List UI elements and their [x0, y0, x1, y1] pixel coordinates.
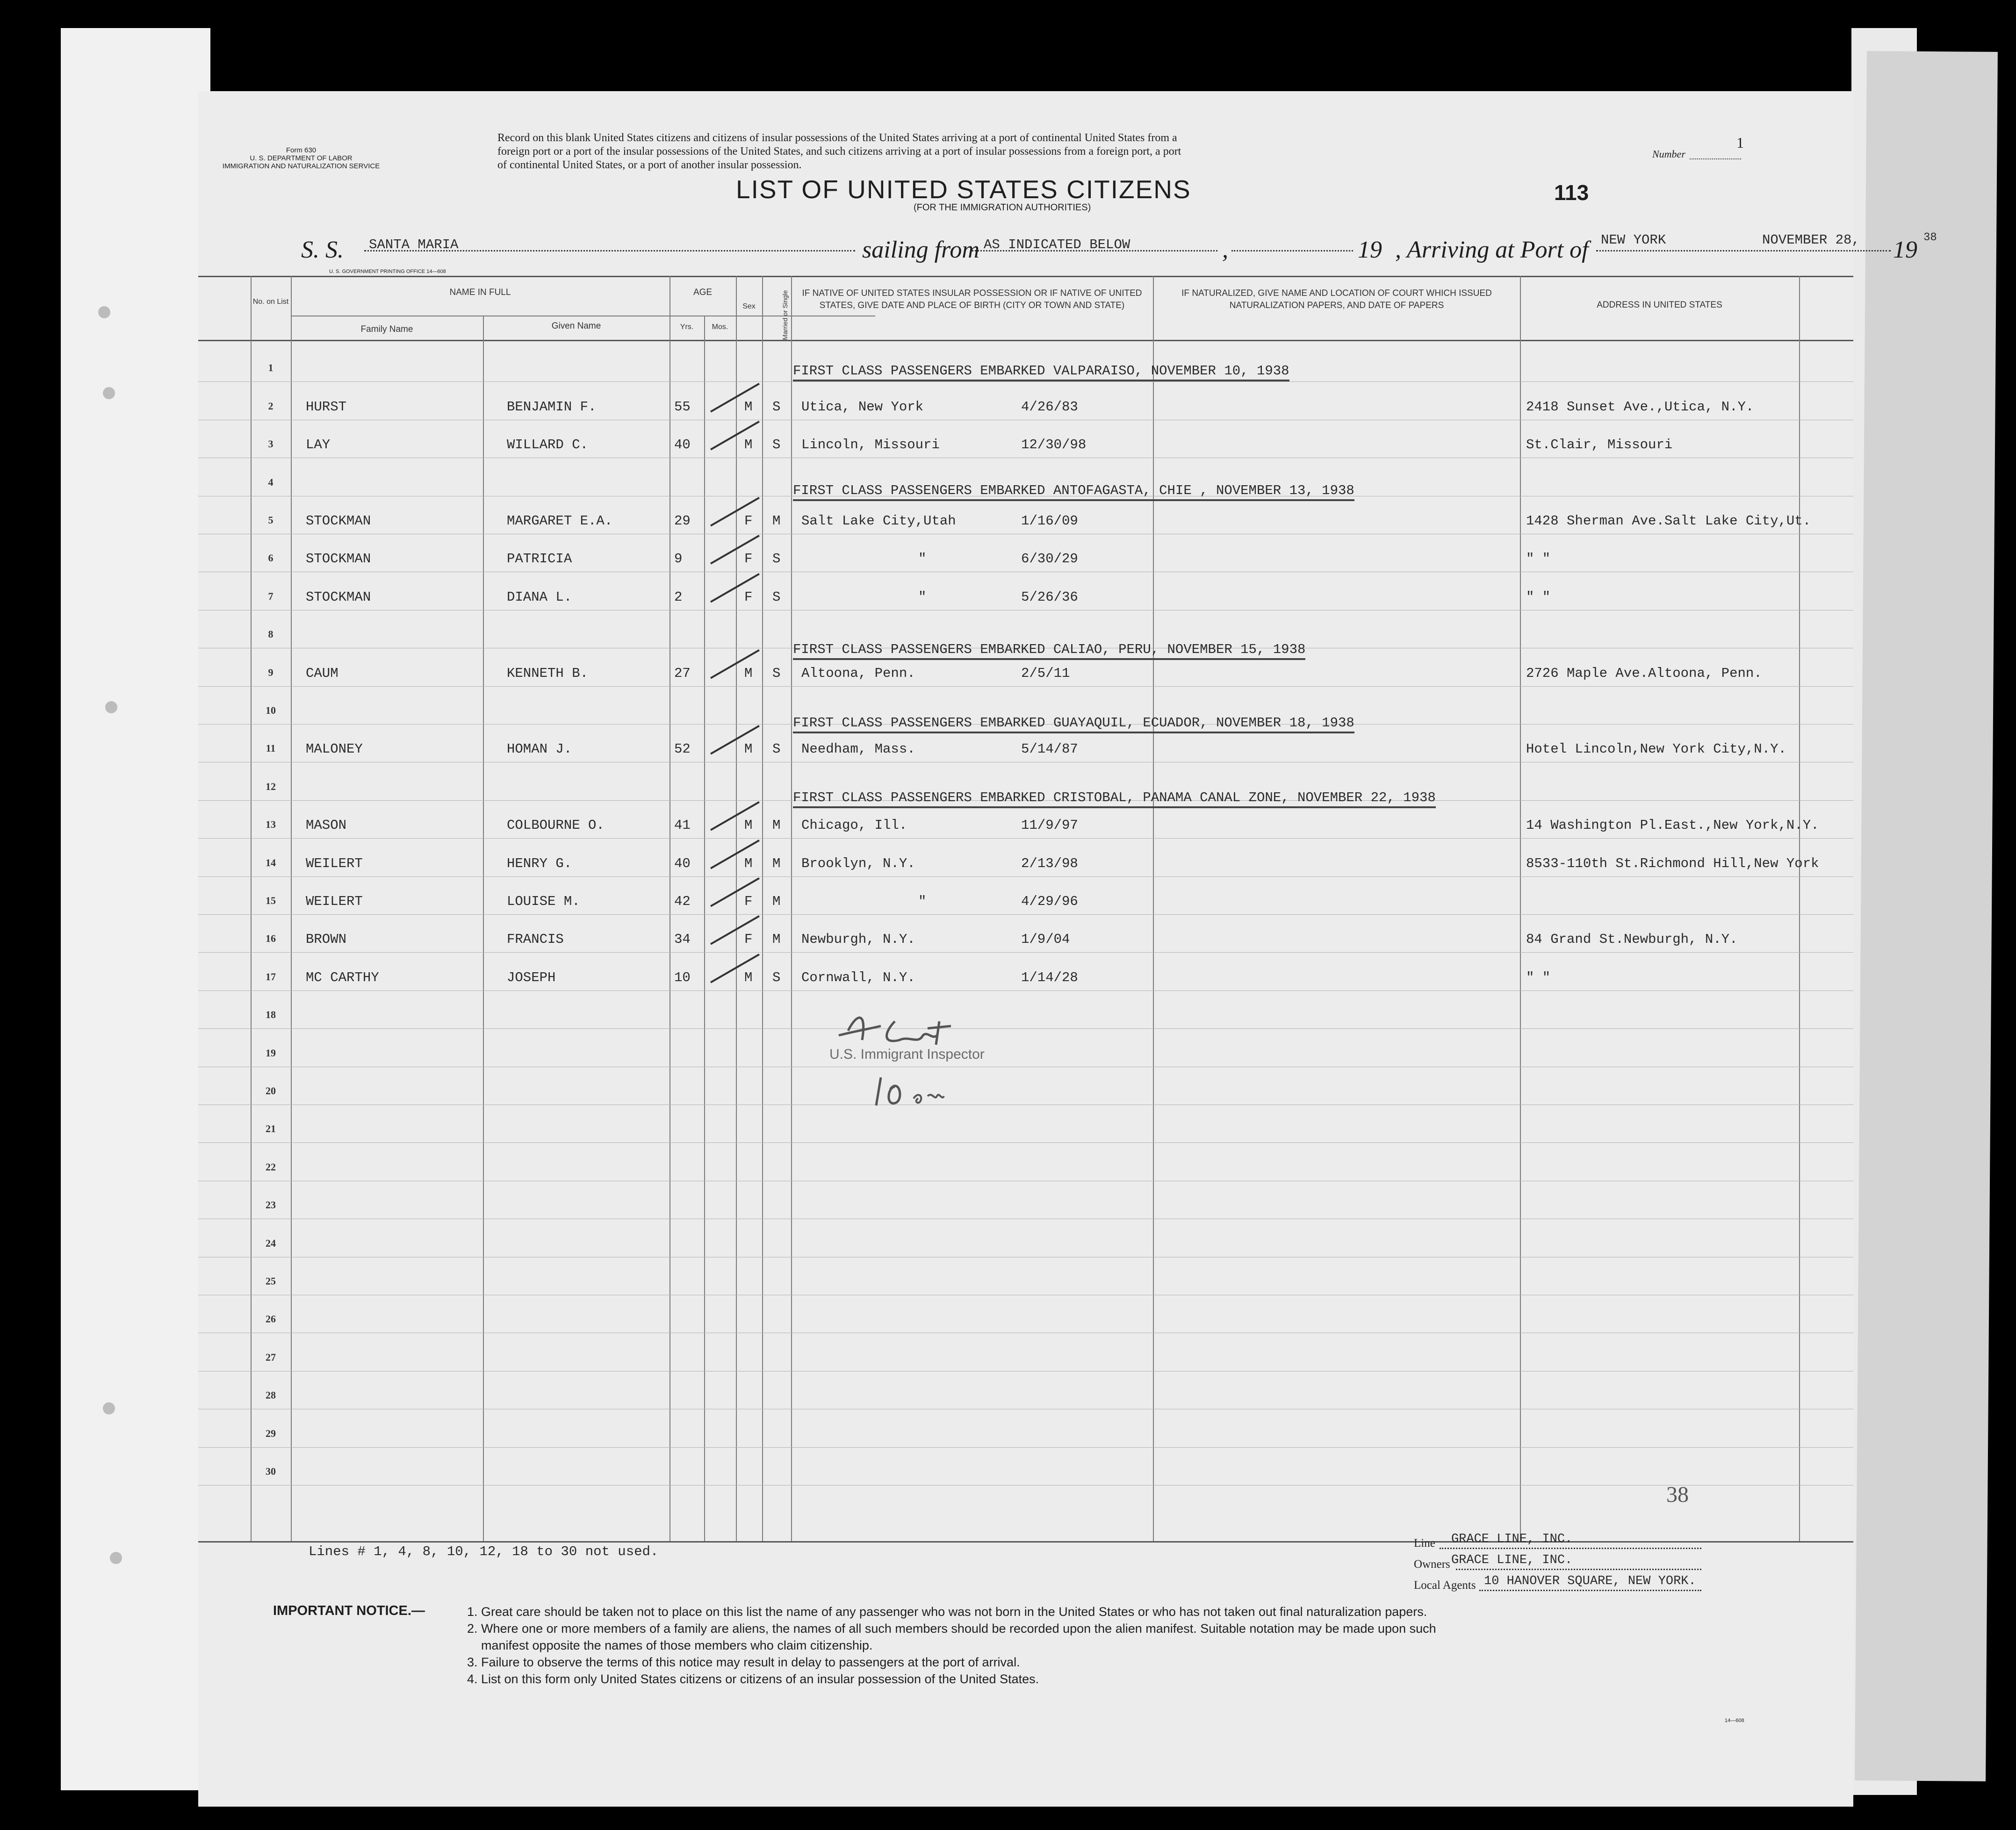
date-of-birth: 12/30/98	[1021, 437, 1087, 452]
sex: M	[744, 437, 753, 452]
row-number: 8	[268, 628, 274, 640]
given-name: KENNETH B.	[507, 666, 589, 681]
row-rule	[198, 914, 1853, 915]
row-number: 15	[266, 895, 276, 906]
section-header: FIRST CLASS PASSENGERS EMBARKED ANTOFAGASTA, CHIE , NOVEMBER 13, 1938	[793, 483, 1354, 501]
service-name: IMMIGRATION AND NATURALIZATION SERVICE	[222, 162, 380, 170]
age-years: 55	[674, 399, 691, 415]
sex: M	[744, 399, 753, 415]
section-header: FIRST CLASS PASSENGERS EMBARKED VALPARAISO, NOVEMBER 10, 1938	[793, 363, 1289, 381]
agents-value: 10 HANOVER SQUARE, NEW YORK.	[1484, 1574, 1696, 1588]
sailing-year-prefix: 19	[1358, 237, 1382, 263]
address: Hotel Lincoln,New York City,N.Y.	[1526, 741, 1786, 757]
arrival-year-prefix: 19	[1893, 237, 1917, 263]
col-header-address: ADDRESS IN UNITED STATES	[1597, 300, 1722, 310]
family-name: HURST	[306, 399, 347, 415]
marital-status: S	[772, 437, 781, 452]
date-of-birth: 4/26/83	[1021, 399, 1078, 415]
column-divider	[762, 276, 763, 1541]
date-of-birth: 5/26/36	[1021, 589, 1078, 605]
address: " "	[1526, 551, 1551, 567]
marital-status: S	[772, 399, 781, 415]
date-of-birth: 4/29/96	[1021, 894, 1078, 909]
birthplace: Utica, New York	[801, 399, 924, 415]
sex: F	[744, 894, 753, 909]
column-divider	[483, 316, 484, 1541]
row-number: 18	[266, 1009, 276, 1020]
column-divider	[1799, 276, 1800, 1541]
col-header-yrs: Yrs.	[680, 323, 694, 331]
sailing-from-value: AS INDICATED BELOW	[984, 237, 1130, 252]
given-name: HENRY G.	[507, 856, 572, 871]
sex: M	[744, 741, 753, 757]
form-number: Form 630	[286, 146, 317, 154]
family-name: STOCKMAN	[306, 551, 371, 567]
col-header-family: Family Name	[360, 324, 413, 334]
row-number: 13	[266, 818, 276, 830]
col-header-no: No. on List	[252, 298, 289, 306]
age-years: 34	[674, 932, 691, 947]
row-number: 2	[268, 400, 274, 412]
punch-hole	[103, 1402, 115, 1414]
family-name: WEILERT	[306, 894, 363, 909]
row-number: 5	[268, 514, 274, 526]
background-sheet-left	[61, 28, 210, 1790]
notice-item-1: 1. Great care should be taken not to place on this list the name of any passenger who was not born in the United States or who has not taken out final naturalization papers.	[467, 1605, 1427, 1619]
header-bottom-rule	[198, 340, 1853, 341]
family-name: MALONEY	[306, 741, 363, 757]
birthplace: "	[918, 551, 927, 567]
column-divider	[736, 276, 737, 1541]
date-of-birth: 11/9/97	[1021, 818, 1078, 833]
punch-hole	[98, 306, 110, 318]
age-years: 2	[674, 589, 683, 605]
row-number: 6	[268, 552, 274, 564]
age-years: 40	[674, 856, 691, 871]
row-rule	[198, 381, 1853, 382]
date-of-birth: 6/30/29	[1021, 551, 1078, 567]
date-of-birth: 5/14/87	[1021, 741, 1078, 757]
family-name: STOCKMAN	[306, 589, 371, 605]
birthplace: Chicago, Ill.	[801, 818, 907, 833]
row-number: 22	[266, 1161, 276, 1173]
row-number: 10	[266, 704, 276, 716]
important-notice-title: IMPORTANT NOTICE.—	[273, 1603, 425, 1618]
address: 84 Grand St.Newburgh, N.Y.	[1526, 932, 1738, 947]
row-number: 29	[266, 1428, 276, 1439]
family-name: CAUM	[306, 666, 338, 681]
row-number: 24	[266, 1237, 276, 1249]
notice-item-2-cont: manifest opposite the names of those members who claim citizenship.	[481, 1638, 873, 1652]
birthplace: Needham, Mass.	[801, 741, 915, 757]
row-number: 7	[268, 590, 274, 602]
stamp-number: 113	[1554, 180, 1589, 205]
date-of-birth: 1/14/28	[1021, 970, 1078, 985]
given-name: COLBOURNE O.	[507, 818, 605, 833]
address: St.Clair, Missouri	[1526, 437, 1673, 452]
punch-hole	[110, 1552, 122, 1564]
address: 8533-110th St.Richmond Hill,New York	[1526, 856, 1819, 871]
family-name: STOCKMAN	[306, 513, 371, 529]
column-divider	[291, 276, 292, 1541]
number-value: 1	[1736, 134, 1744, 151]
marital-status: S	[772, 589, 781, 605]
family-name: BROWN	[306, 932, 347, 947]
lines-not-used-note: Lines # 1, 4, 8, 10, 12, 18 to 30 not used.	[309, 1544, 659, 1559]
sex: M	[744, 970, 753, 985]
sailing-date-dotted-line	[1231, 245, 1353, 251]
family-name: LAY	[306, 437, 331, 452]
col-header-sex: Sex	[742, 302, 756, 310]
date-of-birth: 2/13/98	[1021, 856, 1078, 871]
page-title: LIST OF UNITED STATES CITIZENS	[736, 175, 1191, 204]
birthplace: Newburgh, N.Y.	[801, 932, 915, 947]
form-identification	[217, 146, 385, 170]
signature-stroke	[839, 1018, 951, 1045]
given-name: FRANCIS	[507, 932, 564, 947]
row-number: 21	[266, 1123, 276, 1134]
address: 14 Washington Pl.East.,New York,N.Y.	[1526, 818, 1819, 833]
date-of-birth: 1/16/09	[1021, 513, 1078, 529]
record-instructions	[497, 131, 1760, 172]
marital-status: S	[772, 666, 781, 681]
record-instructions-line: foreign port or a port of the insular possessions of the United States, and such citizens arriving at a port of insular possessions from a foreign port, a port	[497, 145, 1181, 158]
row-number: 12	[266, 781, 276, 792]
row-number: 23	[266, 1199, 276, 1211]
given-name: MARGARET E.A.	[507, 513, 613, 529]
marital-status: M	[772, 513, 781, 529]
number-dotted-line	[1690, 148, 1741, 159]
background-sheet-far-right	[1855, 51, 1998, 1781]
age-years: 9	[674, 551, 683, 567]
col-header-name: NAME IN FULL	[449, 287, 511, 297]
table-top-rule	[198, 276, 1853, 277]
age-years: 42	[674, 894, 691, 909]
row-rule	[198, 1142, 1853, 1143]
row-rule	[198, 876, 1853, 877]
given-name: LOUISE M.	[507, 894, 580, 909]
row-number: 28	[266, 1389, 276, 1401]
address: 2726 Maple Ave.Altoona, Penn.	[1526, 666, 1762, 681]
row-number: 16	[266, 933, 276, 944]
sex: M	[744, 818, 753, 833]
section-header: FIRST CLASS PASSENGERS EMBARKED GUAYAQUIL, ECUADOR, NOVEMBER 18, 1938	[793, 715, 1354, 733]
marital-status: M	[772, 932, 781, 947]
inspector-note: U.S. Immigrant Inspector	[829, 1047, 985, 1062]
birthplace: Lincoln, Missouri	[801, 437, 940, 452]
row-number: 11	[266, 742, 276, 754]
row-number: 25	[266, 1275, 276, 1287]
birthplace: Brooklyn, N.Y.	[801, 856, 915, 871]
col-header-married: Married or Single	[781, 290, 789, 340]
page-subtitle: (FOR THE IMMIGRATION AUTHORITIES)	[914, 202, 1091, 213]
given-name: JOSEPH	[507, 970, 556, 985]
family-name: WEILERT	[306, 856, 363, 871]
section-header: FIRST CLASS PASSENGERS EMBARKED CRISTOBAL, PANAMA CANAL ZONE, NOVEMBER 22, 1938	[793, 790, 1436, 808]
row-number: 20	[266, 1085, 276, 1097]
row-number: 30	[266, 1465, 276, 1477]
row-number: 3	[268, 438, 274, 450]
marital-status: M	[772, 894, 781, 909]
row-rule	[198, 952, 1853, 953]
row-rule	[198, 1485, 1853, 1486]
age-years: 52	[674, 741, 691, 757]
col-header-age: AGE	[693, 287, 713, 297]
record-instructions-line: of continental United States, or a port of another insular possession.	[497, 159, 802, 171]
sailing-from-label: sailing from	[862, 237, 979, 263]
number-label: Number	[1652, 148, 1685, 160]
punch-hole	[105, 701, 117, 713]
address: " "	[1526, 589, 1551, 605]
marital-status: S	[772, 970, 781, 985]
column-divider	[1153, 276, 1154, 1541]
row-number: 26	[266, 1313, 276, 1325]
owners-label: Owners	[1414, 1558, 1450, 1571]
ss-label: S. S.	[301, 237, 344, 263]
notice-item-2: 2. Where one or more members of a family are aliens, the names of all such members should be recorded upon the alien manifest. Suitable notation may be made upon such	[467, 1622, 1436, 1636]
row-number: 27	[266, 1351, 276, 1363]
col-header-mos: Mos.	[712, 323, 728, 331]
age-years: 41	[674, 818, 691, 833]
family-name: MC CARTHY	[306, 970, 379, 985]
owners-value: GRACE LINE, INC.	[1451, 1553, 1573, 1567]
given-name: DIANA L.	[507, 589, 572, 605]
row-number: 19	[266, 1047, 276, 1059]
col-header-given: Given Name	[551, 321, 601, 331]
address: " "	[1526, 970, 1551, 985]
marital-status: S	[772, 551, 781, 567]
arrival-date: NOVEMBER 28,	[1762, 232, 1860, 248]
row-rule	[198, 990, 1853, 991]
given-name: WILLARD C.	[507, 437, 589, 452]
column-divider	[791, 276, 792, 1541]
manifest-page	[198, 91, 1937, 1807]
address: 1428 Sherman Ave.Salt Lake City,Ut.	[1526, 513, 1811, 529]
punch-hole	[103, 387, 115, 399]
ship-name: SANTA MARIA	[369, 237, 459, 252]
age-years: 40	[674, 437, 691, 452]
date-of-birth: 2/5/11	[1021, 666, 1070, 681]
row-rule	[198, 1447, 1853, 1448]
sex: M	[744, 666, 753, 681]
sex: F	[744, 513, 753, 529]
age-years: 29	[674, 513, 691, 529]
row-number: 17	[266, 971, 276, 983]
form-code-bottom: 14—608	[1725, 1718, 1744, 1723]
arriving-label: , Arriving at Port of	[1395, 237, 1589, 263]
marital-status: M	[772, 856, 781, 871]
col-header-birth: IF NATIVE OF UNITED STATES INSULAR POSSESSION OR IF NATIVE OF UNITED STATES, GIVE DATE AND PLACE OF BIRTH (CITY OR TOWN AND STATE)	[802, 288, 1142, 310]
sex: F	[744, 551, 753, 567]
date-of-birth: 1/9/04	[1021, 932, 1070, 947]
row-number: 14	[266, 857, 276, 868]
marital-status: M	[772, 818, 781, 833]
row-number: 4	[268, 476, 274, 488]
given-name: PATRICIA	[507, 551, 572, 567]
line-value: GRACE LINE, INC.	[1451, 1532, 1573, 1546]
given-name: BENJAMIN F.	[507, 399, 597, 415]
row-number: 9	[268, 667, 274, 678]
birthplace: Salt Lake City,Utah	[801, 513, 956, 529]
sex: M	[744, 856, 753, 871]
arrival-year: 38	[1923, 231, 1937, 244]
arrival-port: NEW YORK	[1601, 232, 1666, 248]
notice-item-3: 3. Failure to observe the terms of this notice may result in delay to passengers at the port of arrival.	[467, 1655, 1020, 1669]
marital-status: S	[772, 741, 781, 757]
col-header-naturalized: IF NATURALIZED, GIVE NAME AND LOCATION OF COURT WHICH ISSUED NATURALIZATION PAPERS, AND DATE OF PAPERS	[1181, 288, 1492, 310]
printing-office-line: U. S. GOVERNMENT PRINTING OFFICE 14—608	[329, 269, 446, 274]
department-name: U. S. DEPARTMENT OF LABOR	[250, 154, 353, 162]
sex: F	[744, 932, 753, 947]
age-years: 10	[674, 970, 691, 985]
birthplace: "	[918, 894, 927, 909]
sex: F	[744, 589, 753, 605]
address: 2418 Sunset Ave.,Utica, N.Y.	[1526, 399, 1754, 415]
birthplace: "	[918, 589, 927, 605]
age-years: 27	[674, 666, 691, 681]
notice-item-4: 4. List on this form only United States citizens or citizens of an insular possession of the United States.	[467, 1672, 1039, 1686]
section-header: FIRST CLASS PASSENGERS EMBARKED CALIAO, PERU, NOVEMBER 15, 1938	[793, 642, 1305, 660]
given-name: HOMAN J.	[507, 741, 572, 757]
row-rule	[198, 686, 1853, 687]
stamp-38: 38	[1666, 1482, 1689, 1507]
inspector-signature	[829, 1003, 1110, 1124]
sailing-comma: ,	[1222, 237, 1228, 263]
agents-label: Local Agents	[1414, 1579, 1476, 1592]
record-instructions-line: Record on this blank United States citizens and citizens of insular possessions of the United States arriving at a port of continental United States from a	[497, 132, 1177, 144]
signature-stroke	[914, 1095, 944, 1103]
column-divider	[704, 316, 705, 1541]
birthplace: Altoona, Penn.	[801, 666, 915, 681]
line-label: Line	[1414, 1537, 1435, 1550]
signature-stroke	[876, 1077, 900, 1105]
column-divider	[1520, 276, 1521, 1541]
row-number: 1	[268, 362, 274, 373]
row-rule	[198, 838, 1853, 839]
family-name: MASON	[306, 818, 347, 833]
birthplace: Cornwall, N.Y.	[801, 970, 915, 985]
